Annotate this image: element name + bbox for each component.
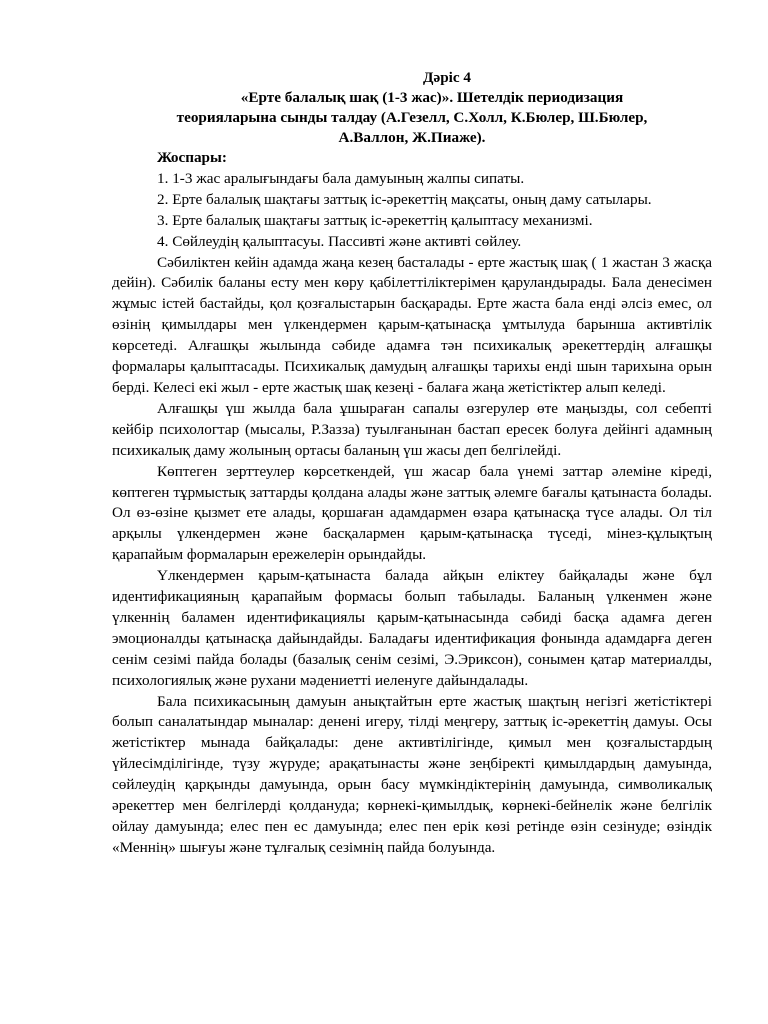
topic-title-line-2: теорияларына сынды талдау (А.Гезелл, С.Холл, К.Бюлер, Ш.Бюлер, — [176, 109, 648, 126]
paragraph-4: Үлкендермен қарым-қатынаста балада айқын еліктеу байқалады және бұл идентификацияның қарапайым формасы болып табылады. Баланың үлкенмен және үлкеннің баламен идентификациялы қарым-қатынасында сәбиді басқа адамға деген эмоционалды қатынасқа дайындайды. Баладағы идентификация фонында адамдарға деген сенім сезімі пайда болады (базалық сенім сезімі, Э.Эриксон), сонымен қатар материалды, психологиялық және рухани мәдениетті иеленуге дайындалады. — [112, 567, 712, 689]
plan-item-2: 2. Ерте балалық шақтағы заттық іс-әрекеттің мақсаты, оның даму сатылары. — [157, 190, 652, 208]
plan-heading: Жоспары: — [157, 149, 227, 166]
lesson-number: Дәріс 4 — [423, 69, 471, 86]
paragraph-3: Көптеген зерттеулер көрсеткендей, үш жасар бала үнемі заттар әлеміне кіреді, көптеген тұрмыстық заттарды қолдана алады және заттық әлемге бағалы қатынаста болады. Ол өз-өзіне қызмет ете алады, қоршаған адамдармен өзара қатынасқа түсе алады. Ол тіл арқылы үлкендермен және басқалармен қарым-қатынасқа түседі, мінез-құлықтың қарапайым формаларын ережелерін орындайды. — [112, 462, 712, 564]
paragraph-1: Сәбиліктен кейін адамда жаңа кезең басталады - ерте жастық шақ ( 1 жастан 3 жасқа дейін). Сәбилік баланы есту мен көру қабілеттіліктерімен қаруландырады. Бала денесімен жұмыс істей бастайды, қол қозғалыстарын басқарады. Ерте жаста бала енді әлсіз емес, ол өзінің қимылдары мен үлкендермен қарым-қатынасқа ұмтылуда барынша активтілік көрсетеді. Алғашқы жылында сәбиде адамға тән психикалық әрекеттердің алғашқы формалары қалыптасады. Психикалық дамудың алғашқы тарихы енді шын тарихына орын берді. Келесі екі жыл - ерте жастық шақ кезеңі - балаға жаңа жетістіктер алып келеді. — [112, 253, 712, 396]
plan-item-4: 4. Сөйлеудің қалыптасуы. Пассивті және активті сөйлеу. — [157, 232, 522, 250]
plan-item-1: 1. 1-3 жас аралығындағы бала дамуының жалпы сипаты. — [157, 169, 525, 187]
topic-title-line-1: «Ерте балалық шақ (1-3 жас)». Шетелдік периодизация — [240, 89, 624, 106]
plan-item-3: 3. Ерте балалық шақтағы заттық іс-әрекеттің қалыптасу механизмі. — [157, 211, 593, 229]
topic-title-line-3: А.Валлон, Ж.Пиаже). — [338, 129, 486, 146]
paragraph-2: Алғашқы үш жылда бала ұшыраған сапалы өзгерулер өте маңызды, сол себепті кейбір психологтар (мысалы, Р.Зазза) туылғанынан бастап ересек болуға дейінгі адамның психикалық даму жолының ортасы баланың үш жасы деп белгілейді. — [112, 399, 712, 459]
paragraph-5: Бала психикасының дамуын анықтайтын ерте жастық шақтың негізгі жетістіктері болып саналатындар мыналар: денені игеру, тілді меңгеру, заттық іс-әрекеттің дамуы. Осы жетістіктер мынада байқалады: дене активтілігінде, қимыл мен қозғалыстардың үйлесімділігінде, түзу жүруде; арақатынасты және зеңбіректі қимылдардың дамуында, сөйлеудің қарқынды дамуында, орын басу мүмкіндіктерінің дамуында, символикалық әрекеттер мен белгілерді қолдануда; көрнекі-қимылдық, көрнекі-бейнелік және белгілік ойлау дамуында; елес пен ес дамуында; елес пен ерік көзі ретінде өзін сезінуде; өзіндік «Меннің» шығуы және тұлғалық сезімнің пайда болуында. — [112, 692, 712, 856]
